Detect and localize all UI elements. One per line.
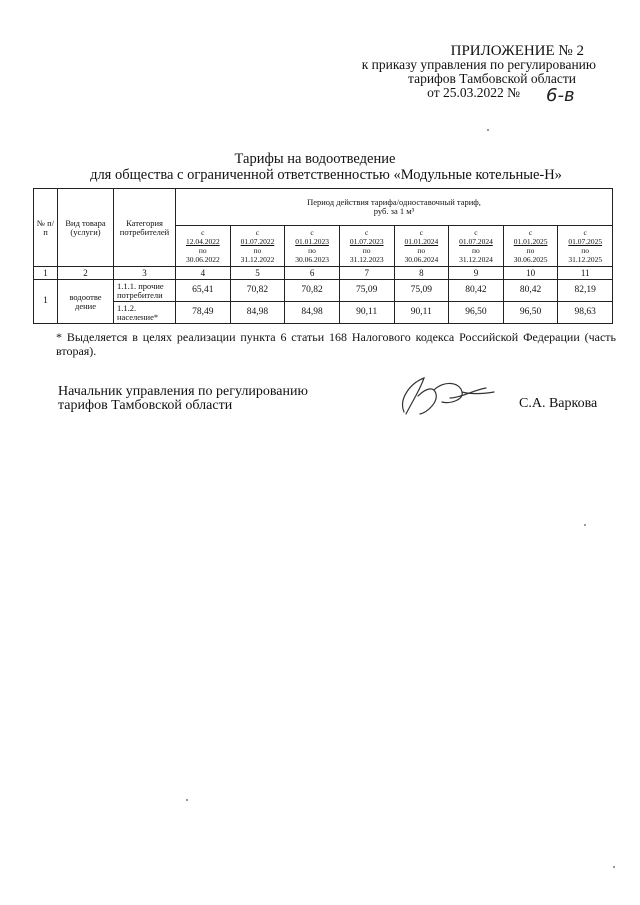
period-to: по (198, 246, 207, 255)
tariff-value: 78,49 (176, 302, 231, 324)
scan-speck (186, 799, 188, 801)
period-end: 30.06.2024 (404, 255, 439, 264)
signatory-role (58, 385, 308, 413)
period-end: 31.12.2024 (459, 255, 493, 264)
period-to: по (581, 246, 590, 255)
period-cell (230, 226, 285, 267)
period-cell (176, 226, 231, 267)
period-from: с (365, 228, 369, 237)
period-to: по (472, 246, 480, 255)
tariff-value: 80,42 (503, 280, 558, 302)
period-start: 01.07.2025 (568, 237, 603, 246)
row-service: водоотве дение (58, 280, 114, 324)
header-period (176, 189, 613, 226)
period-end: 30.06.2023 (295, 255, 329, 264)
handwritten-order-number (544, 84, 596, 106)
tariff-value: 65,41 (176, 280, 231, 302)
appendix-order-ref: к приказу управления по регулированию (361, 57, 596, 72)
period-to: по (526, 246, 535, 255)
period-cell (285, 226, 340, 267)
column-number: 3 (114, 267, 176, 280)
table-row (34, 280, 613, 302)
period-start: 01.07.2022 (240, 237, 275, 246)
tariff-value: 80,42 (449, 280, 504, 302)
period-end: 31.12.2025 (568, 255, 603, 264)
column-number: 2 (58, 267, 114, 280)
signatory-name: С.А. Варкова (519, 396, 598, 411)
column-number: 8 (394, 267, 449, 280)
column-number: 10 (503, 267, 558, 280)
tariff-value: 96,50 (503, 302, 558, 324)
column-number: 1 (34, 267, 58, 280)
header-num: № п/п (34, 189, 58, 267)
handwritten-order-number-text: 6-в (546, 85, 575, 106)
period-start: 01.07.2024 (459, 237, 493, 246)
signatory-role-line2: тарифов Тамбовской области (58, 398, 233, 413)
period-to: по (308, 246, 316, 255)
period-start: 01.01.2024 (404, 237, 439, 246)
period-from: с (255, 228, 260, 237)
header-period-unit: руб. за 1 м³ (373, 206, 415, 216)
period-end: 31.12.2023 (349, 255, 384, 264)
tariff-value: 90,11 (394, 302, 449, 324)
period-cell (394, 226, 449, 267)
period-end: 30.06.2022 (185, 255, 220, 264)
period-to: по (253, 246, 262, 255)
row-category: 1.1.2. население* (114, 302, 176, 324)
appendix-authority: тарифов Тамбовской области (408, 71, 576, 86)
scan-speck (487, 129, 489, 131)
tariff-table (33, 188, 613, 324)
period-to: по (362, 246, 371, 255)
period-end: 31.12.2022 (240, 255, 275, 264)
appendix-title: ПРИЛОЖЕНИЕ № 2 (450, 43, 584, 59)
tariff-value: 84,98 (230, 302, 285, 324)
column-number: 6 (285, 267, 340, 280)
column-number: 11 (558, 267, 613, 280)
signatory-role-line1: Начальник управления по регулированию (58, 384, 308, 399)
period-cell (558, 226, 613, 267)
period-cell (503, 226, 558, 267)
tariff-value: 96,50 (449, 302, 504, 324)
period-cell (339, 226, 394, 267)
scan-speck (584, 524, 586, 526)
period-from: с (474, 228, 478, 237)
table-header-row (34, 189, 613, 226)
column-number: 7 (339, 267, 394, 280)
tariff-value: 90,11 (339, 302, 394, 324)
table-row (34, 302, 613, 324)
period-end: 30.06.2025 (513, 255, 548, 264)
period-start: 12.04.2022 (185, 237, 220, 246)
footnote: * Выделяется в целях реализации пункта 6 статьи 168 Налогового кодекса Российской Федерации (часть вторая). (56, 330, 616, 358)
period-start: 01.01.2023 (295, 237, 329, 246)
document-title: Тарифы на водоотведение (234, 151, 396, 167)
column-number: 5 (230, 267, 285, 280)
column-number-row (34, 267, 613, 280)
appendix-order-date: от 25.03.2022 № (427, 85, 520, 100)
tariff-value: 98,63 (558, 302, 613, 324)
header-service: Вид товара (услуги) (58, 189, 114, 267)
period-to: по (417, 246, 426, 255)
row-category: 1.1.1. прочие потребители (114, 280, 176, 302)
period-from: с (528, 228, 533, 237)
scan-speck (613, 866, 615, 868)
period-from: с (310, 228, 314, 237)
column-number: 4 (176, 267, 231, 280)
tariff-value: 70,82 (285, 280, 340, 302)
tariff-value: 70,82 (230, 280, 285, 302)
period-from: с (201, 228, 205, 237)
header-period-label: Период действия тарифа/одноставочный тариф, (307, 197, 481, 207)
period-cell (449, 226, 504, 267)
tariff-value: 82,19 (558, 280, 613, 302)
header-category: Категория потребителей (114, 189, 176, 267)
period-from: с (583, 228, 587, 237)
handwritten-signature (390, 368, 502, 424)
tariff-value: 75,09 (394, 280, 449, 302)
column-number: 9 (449, 267, 504, 280)
tariff-value: 75,09 (339, 280, 394, 302)
tariff-value: 84,98 (285, 302, 340, 324)
document-subtitle: для общества с ограниченной ответственностью «Модульные котельные-Н» (90, 167, 562, 183)
period-start: 01.07.2023 (349, 237, 384, 246)
period-start: 01.01.2025 (513, 237, 548, 246)
period-from: с (419, 228, 423, 237)
row-number: 1 (34, 280, 58, 324)
